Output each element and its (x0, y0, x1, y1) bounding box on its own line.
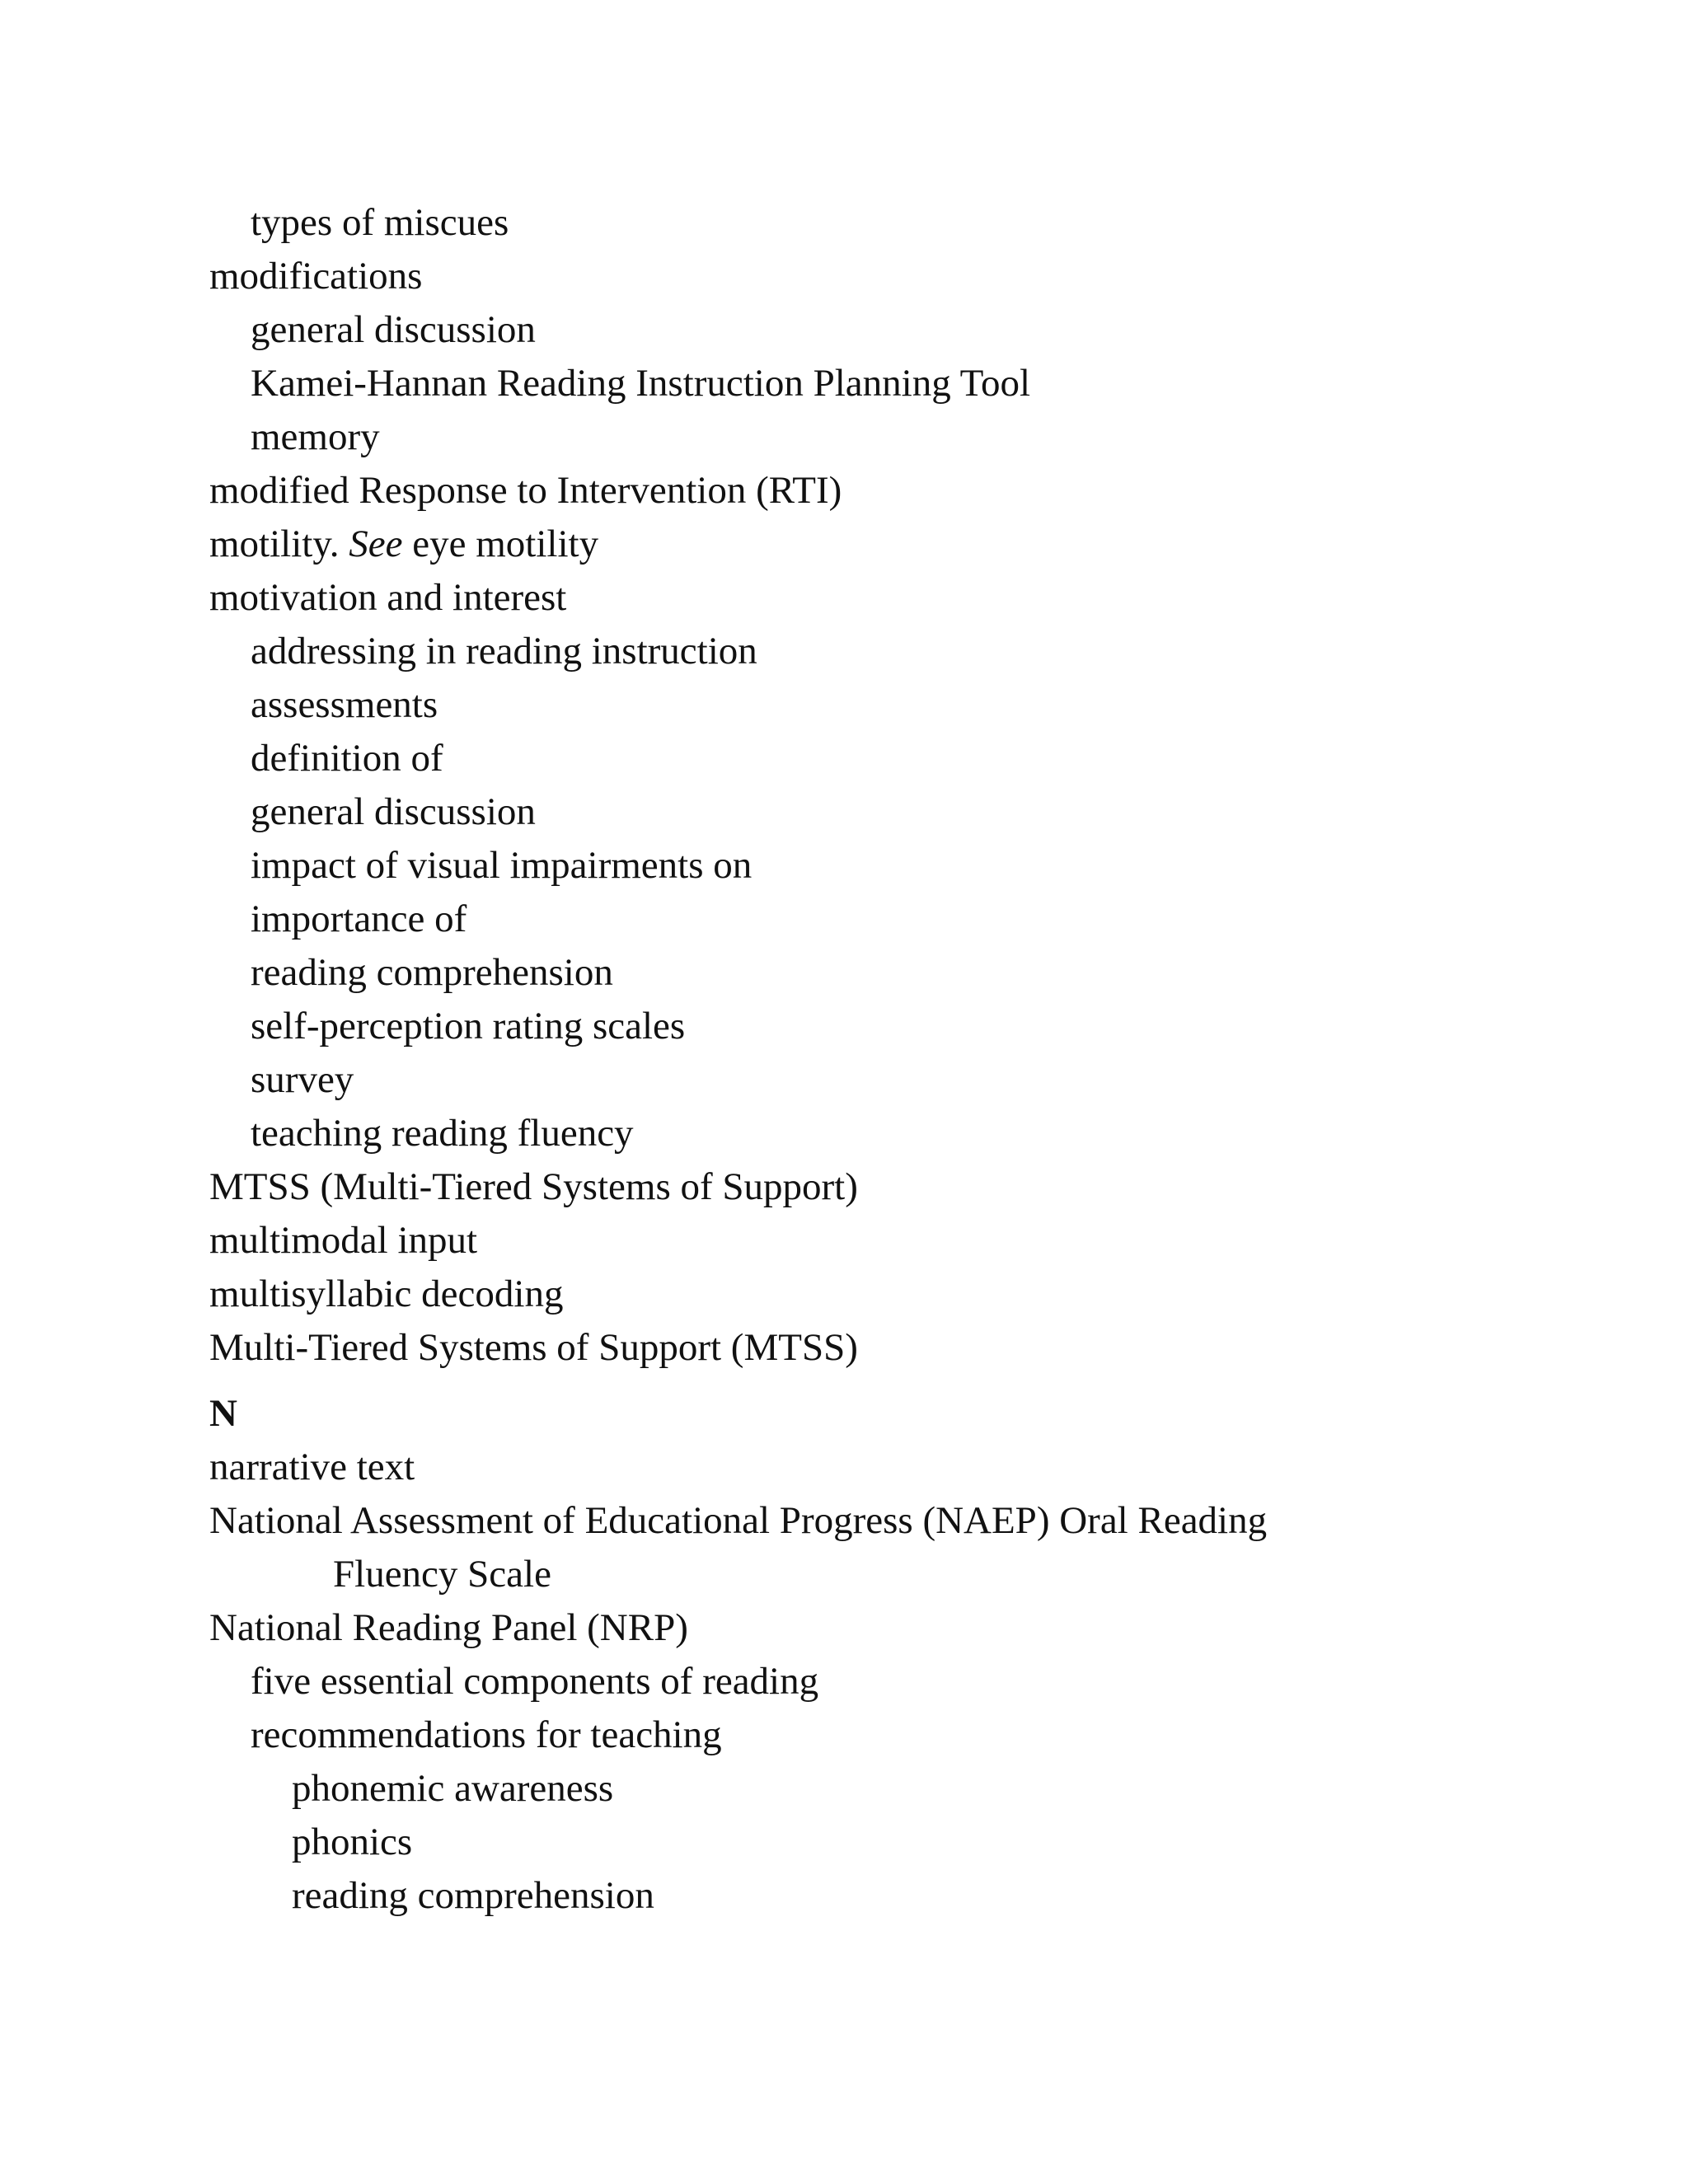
index-sub-subentry: phonemic awareness (292, 1767, 614, 1810)
index-entry: Multi-Tiered Systems of Support (MTSS) (209, 1326, 858, 1369)
section-letter-heading: N (209, 1392, 237, 1435)
index-entry: modified Response to Intervention (RTI) (209, 469, 842, 512)
index-subentry: survey (251, 1058, 354, 1101)
index-subentry: teaching reading fluency (251, 1112, 634, 1155)
index-entry: motivation and interest (209, 576, 567, 619)
index-sub-subentry: reading comprehension (292, 1874, 654, 1917)
see-term: motility. (209, 523, 340, 565)
index-subentry: five essential components of reading (251, 1660, 819, 1703)
index-subentry: general discussion (251, 308, 536, 351)
index-subentry: types of miscues (251, 201, 509, 244)
index-subentry: importance of (251, 898, 467, 940)
index-entry-continuation: Fluency Scale (333, 1553, 551, 1596)
index-subentry: Kamei-Hannan Reading Instruction Planning Tool (251, 362, 1031, 405)
index-entry: National Assessment of Educational Progress (NAEP) Oral Reading (209, 1499, 1268, 1542)
index-entry: National Reading Panel (NRP) (209, 1606, 688, 1649)
index-subentry: memory (251, 415, 380, 458)
index-entry: multimodal input (209, 1219, 478, 1262)
index-subentry: recommendations for teaching (251, 1713, 722, 1756)
index-entry: MTSS (Multi-Tiered Systems of Support) (209, 1165, 858, 1208)
see-keyword: See (349, 523, 403, 565)
index-list (209, 196, 1611, 1923)
index-entry: narrative text (209, 1446, 415, 1488)
index-subentry: general discussion (251, 790, 536, 833)
index-subentry: definition of (251, 737, 443, 780)
index-entry: modifications (209, 255, 423, 298)
index-sub-subentry: phonics (292, 1821, 413, 1863)
index-subentry: impact of visual impairments on (251, 844, 753, 887)
index-entry-see-reference (209, 518, 1611, 571)
index-subentry: addressing in reading instruction (251, 630, 757, 673)
index-entry: multisyllabic decoding (209, 1272, 564, 1315)
index-subentry: reading comprehension (251, 951, 613, 994)
see-target: eye motility (412, 523, 599, 565)
index-subentry: self-perception rating scales (251, 1005, 686, 1047)
index-subentry: assessments (251, 683, 438, 726)
